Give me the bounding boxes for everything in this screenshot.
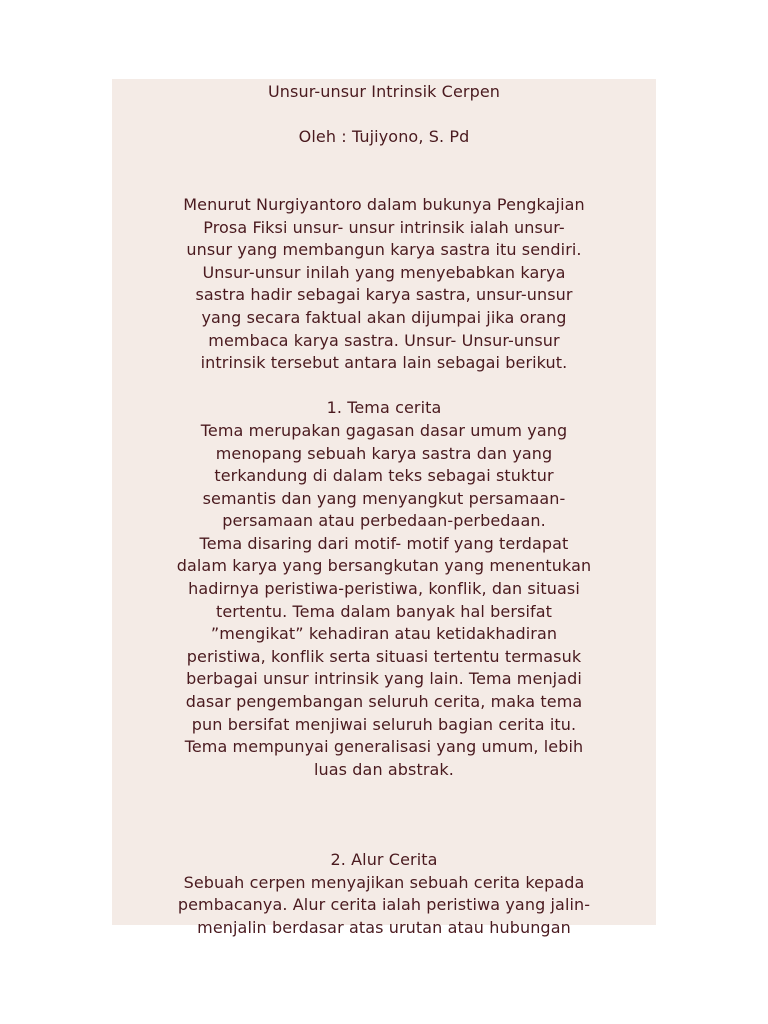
section-heading: 2. Alur Cerita xyxy=(330,850,438,870)
text-line: Menurut Nurgiyantoro dalam bukunya Pengkajian xyxy=(183,194,585,214)
text-line: sastra hadir sebagai karya sastra, unsur-unsur xyxy=(195,285,573,305)
text-line: Unsur-unsur inilah yang menyebabkan karya xyxy=(202,262,566,282)
section-heading: 1. Tema cerita xyxy=(326,398,442,418)
text-line: Tema merupakan gagasan dasar umum yang xyxy=(200,420,568,440)
text-line: semantis dan yang menyangkut persamaan- xyxy=(202,488,566,508)
text-line: persamaan atau perbedaan-perbedaan. xyxy=(222,511,546,531)
spacer xyxy=(112,781,656,804)
spacer xyxy=(112,375,656,398)
document-author: Oleh : Tujiyono, S. Pd xyxy=(298,127,470,147)
spacer xyxy=(112,827,656,850)
text-line: peristiwa, konflik serta situasi tertentu termasuk xyxy=(186,646,582,666)
text-line: membaca karya sastra. Unsur- Unsur-unsur xyxy=(208,330,560,350)
text-line: Tema mempunyai generalisasi yang umum, lebih xyxy=(184,737,584,757)
text-line: pembacanya. Alur cerita ialah peristiwa yang jalin- xyxy=(177,895,591,915)
text-line: pun bersifat menjiwai seluruh bagian cerita itu. xyxy=(191,714,577,734)
text-line: Tema disaring dari motif- motif yang terdapat xyxy=(199,533,569,553)
text-line: hadirnya peristiwa-peristiwa, konflik, dan situasi xyxy=(188,579,580,599)
spacer xyxy=(112,149,656,172)
spacer xyxy=(112,104,656,127)
intro-paragraph xyxy=(112,194,656,375)
document-page xyxy=(112,79,656,937)
document-text xyxy=(112,79,656,940)
text-line: terkandung di dalam teks sebagai stuktur xyxy=(214,466,554,486)
spacer xyxy=(112,171,656,194)
text-line: luas dan abstrak. xyxy=(313,759,454,779)
text-line: dasar pengembangan seluruh cerita, maka tema xyxy=(185,692,583,712)
text-line: menopang sebuah karya sastra dan yang xyxy=(215,443,553,463)
section-alur xyxy=(112,849,656,939)
text-line: unsur yang membangun karya sastra itu sendiri. xyxy=(186,240,582,260)
text-line: tertentu. Tema dalam banyak hal bersifat xyxy=(215,601,553,621)
text-line: Prosa Fiksi unsur- unsur intrinsik ialah unsur- xyxy=(203,217,565,237)
text-line: menjalin berdasar atas urutan atau hubungan xyxy=(197,917,571,937)
text-line: dalam karya yang bersangkutan yang menentukan xyxy=(176,556,592,576)
text-line: ”mengikat” kehadiran atau ketidakhadiran xyxy=(210,624,558,644)
text-line: berbagai unsur intrinsik yang lain. Tema menjadi xyxy=(186,669,582,689)
spacer xyxy=(112,804,656,827)
document-title: Unsur-unsur Intrinsik Cerpen xyxy=(267,82,501,101)
text-line: yang secara faktual akan dijumpai jika orang xyxy=(201,307,567,327)
text-line: Sebuah cerpen menyajikan sebuah cerita kepada xyxy=(183,872,585,892)
text-line: intrinsik tersebut antara lain sebagai berikut. xyxy=(200,353,568,373)
section-tema xyxy=(112,397,656,781)
